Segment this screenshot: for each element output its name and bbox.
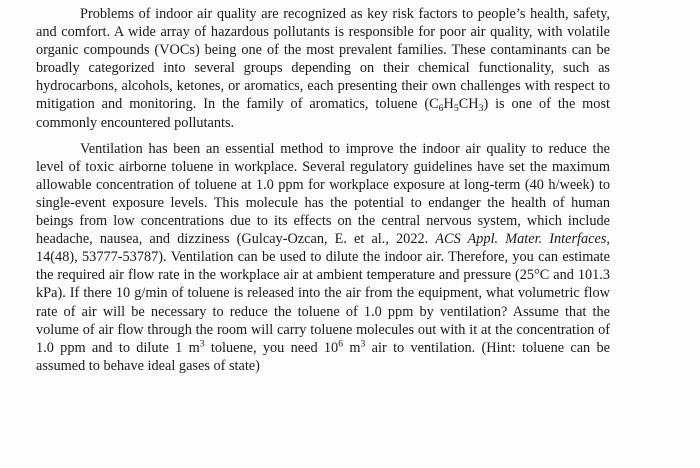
p1-text-4: ) is one of the most commonly encountered pollutants. xyxy=(36,96,610,131)
p2-sup-cubic-2: 3 xyxy=(360,338,366,350)
p1-sub-3: 3 xyxy=(478,103,484,115)
p1-text-1: Problems of indoor air quality are recognized as key risk factors to people’s health, safety, and comfort. A wide array of hazardous pollutants is responsible for poor air quality, with volatile organic compounds (VOCs) being one of the most prevalent families. These contaminants can be broadly categorized into several groups depending on their chemical functionality, such as hydrocarbons, alcohols, ketones, or aromatics, each presenting their own challenges with respect to mitigation and monitoring. In the family of aromatics, toluene (C xyxy=(36,6,610,113)
p2-sup-cubic-1: 3 xyxy=(199,338,205,350)
p1-text-2: H xyxy=(443,96,454,113)
p2-journal-name: ACS Appl. Mater. Interfaces xyxy=(435,231,607,248)
paragraph-ventilation-problem xyxy=(36,140,610,375)
p2-text-5: air to ventilation. (Hint: toluene can be assumed to behave ideal gases of state) xyxy=(36,339,611,374)
p2-sup-exponent-6: 6 xyxy=(338,338,344,350)
p1-text-3: CH xyxy=(458,96,479,113)
p2-text-1: Ventilation has been an essential method to improve the indoor air quality to reduce the level of toxic airborne toluene in workplace. Several regulatory guidelines have set the maximum allowable concentration of toluene at 1.0 ppm for workplace exposure at long-term (40 h/week) to single-event exposure levels. This molecule has the potential to endanger the health of human beings from low concentrations due to its effects on the central nervous system, which include headache, nausea, and dizziness (Gulcay-Ozcan, E. et al., 2022. xyxy=(36,140,610,248)
p2-text-3: toluene, you need 10 xyxy=(204,339,339,356)
p2-text-2: , 14(48), 53777-53787). Ventilation can be used to dilute the indoor air. Therefore, you can estimate the required air flow rate in the workplace air at ambient temperature and pressure (25°C and 101.3 kPa). If there 10 g/min of toluene is released into the air from the equipment, what volumetric flow rate of air will be necessary to reduce the toluene of 1.0 ppm by ventilation? Assume that the volume of air flow through the room will carry toluene molecules out with it at the concentration of 1.0 ppm and to dilute 1 m xyxy=(36,231,610,356)
p2-text-4: m xyxy=(343,339,361,356)
paragraph-indoor-air-quality xyxy=(36,5,610,132)
p1-sub-6: 6 xyxy=(438,103,444,115)
p1-sub-5: 5 xyxy=(453,103,459,115)
